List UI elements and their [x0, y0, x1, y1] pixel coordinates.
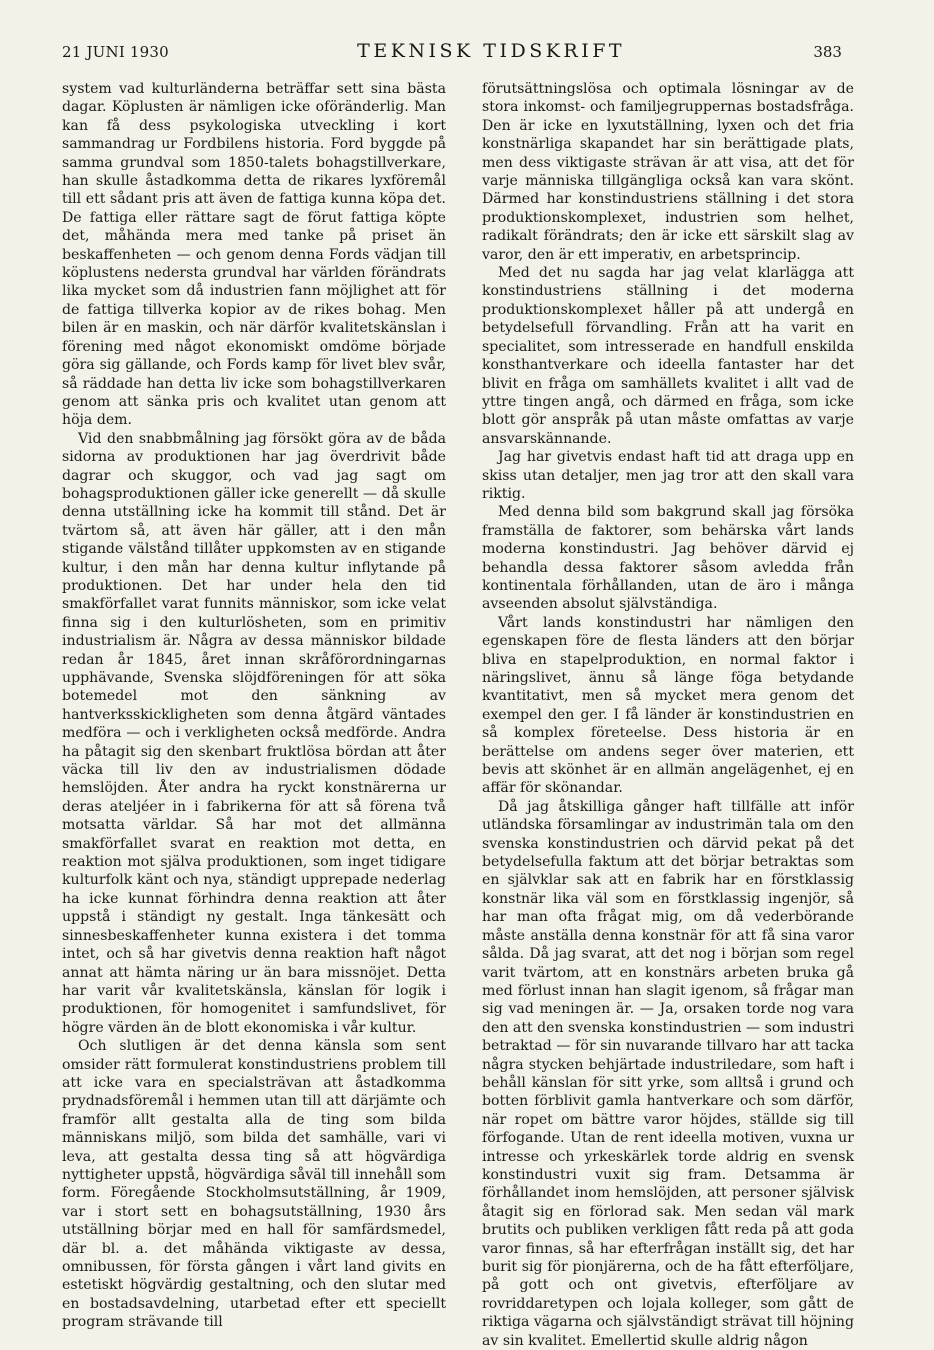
page-number: 383 [813, 43, 842, 61]
paragraph: förutsättningslösa och optimala lösningar av de stora inkomst- och familjegruppernas bostadsfråga. Den är icke en lyxutställning, lyxen och det fria konstnärliga skapandet har sin berättigade plats, men dess viktigaste strävan är att visa, att det för varje människa tillgängliga också kan vara skönt. Därmed har konstindustriens ställning i det stora produktionskomplexet, industrien som helhet, radikalt förändrats; den är icke ett särskilt slag av varor, den är ett imperativ, en arbetsprincip. [482, 81, 854, 263]
paragraph: Vårt lands konstindustri har nämligen den egenskapen före de flesta länders att den börjar bliva en stapelproduktion, en normal faktor i näringslivet, ännu så länge föga betydande kvantitativt, men så mycket mera genom det exempel den ger. I få länder är konstindustrien en så komplex företeelse. Dess historia är en berättelse om andens seger över materien, ett bevis att skönhet är en allmän angelägenhet, ej en affär för skönandar. [482, 614, 854, 797]
issue-date: 21 JUNI 1930 [62, 43, 169, 61]
paragraph: Och slutligen är det denna känsla som sent omsider rätt formulerat konstindustriens problem till att icke vara en specialsträvan att åstadkomma prydnadsföremål i hemmen utan till att därjämte och framför allt gestalta alla de ting som bilda människans miljö, som bilda det samhälle, vari vi leva, att gestalta dessa ting så att högvärdiga nyttigheter uppstå, högvärdiga såväl till innehåll som form. Föregående Stockholmsutställning, år 1909, var i stort sett en bohagsutställning, 1930 års utställning börjar med en hall för samfärdsmedel, där bl. a. det måhända viktigaste av dessa, omnibussen, för första gången i vårt land givits en estetiskt högvärdig gestaltning, och den slutar med en bostadsavdelning, utarbetad efter ett speciellt program strävande till [62, 1038, 446, 1331]
paragraph: Med denna bild som bakgrund skall jag försöka framställa de faktorer, som behärska vårt lands moderna konstindustri. Jag behöver därvid ej behandla dessa faktorer såsom avledda från kontinentala förhållanden, utan de äro i många avseenden absolut självständiga. [482, 504, 854, 613]
paragraph: system vad kulturländerna beträffar sett sina bästa dagar. Köplusten är nämligen icke oföränderlig. Man kan få dess psykologiska utveckling i kort sammandrag ur Fordbilens historia. Ford byggde på samma grundval som 1850-talets bohagstillverkare, han skulle åstadkomma detta de rikares lyxföremål till ett sådant pris att även de fattiga kunna köpa det. De fattiga eller rättare sagt de förut fattiga köpte det, måhända mera med tanke på priset än beskaffenheten — och genom denna Fords vädjan till köplustens nedersta grundval har världen förändrats lika mycket som då industrien fann möjlighet att för de fattiga tillverka kopior av de rikes bohag. Men bilen är en maskin, och när därför kvalitetskänslan i förening med något ekonomiskt omdöme började göra sig gällande, och Fords kamp för livet blev svår, så räddade han detta liv icke som bohagstillverkaren genom att sänka pris och kvalitet utan genom att höja dem. [62, 81, 446, 429]
journal-title: TEKNISK TIDSKRIFT [357, 40, 626, 62]
paragraph: Med det nu sagda har jag velat klarlägga att konstindustriens ställning i det moderna produktionskomplexet håller på att undergå en betydelsefull förvandling. Från att ha varit en specialitet, som intresserade en handfull enskilda konsthantverkare och ideella fantaster har det blivit en fråga om samhällets kvalitet i allt vad de yttre tingen angå, och därmed en fråga, som icke blott gör anspråk på utan måste omfattas av varje ansvarskännande. [482, 265, 854, 447]
right-column [482, 80, 854, 1350]
paragraph: Vid den snabbmålning jag försökt göra av de båda sidorna av produktionen har jag överdrivit både dagrar och skuggor, och vad jag sagt om bohagsproduktionen gäller icke generellt — då skulle denna utställning icke ha kommit till stånd. Det är tvärtom så, att även här gäller, att i den mån stigande välstånd tillåter uppkomsten av en stigande kultur, i den mån har denna kultur inflytande på produktionen. Det har under hela den tid smakförfallet varat funnits människor, som icke velat finna sig i den kulturlösheten, som en primitiv industrialism är. Några av dessa människor bildade redan år 1845, året innan skråförordningarnas upphävande, Svenska slöjdföreningen för att söka botemedel mot den sänkning av hantverksskickligheten som denna åtgärd väntades medföra — och i verkligheten också medförde. Andra ha påtagit sig den skenbart fruktlösa bördan att åter väcka till liv den av industrialismen dödade hemslöjden. Åter andra ha ryckt konstnärerna ur deras ateljéer in i fabrikerna för att så förena två motsatta världar. Så har mot det allmänna smakförfallet svarat en reaktion mot detta, en reaktion mot själva produktionen, som inget tidigare kulturfolk känt och nya, ständigt upprepade nederlag ha icke kunnat förhindra denna reaktion att åter uppstå i ständigt ny gestalt. Inga tänkesätt och sinnesbeskaffenheter kunna existera i det tomma intet, och så har givetvis denna reaktion haft något annat att hämta näring ur än bara missnöjet. Detta har varit vår kvalitetskänsla, känslan för logik i produktionen, för homogenitet i samfundslivet, för högre värden än de blott ekonomiska i vår kultur. [62, 430, 446, 1036]
paragraph: Jag har givetvis endast haft tid att draga upp en skiss utan detaljer, men jag tror att den skall vara riktig. [482, 449, 854, 502]
page-header [62, 40, 842, 76]
paragraph: Då jag åtskilliga gånger haft tillfälle att inför utländska församlingar av industrimän tala om den svenska konstindustrien och därvid pekat på det betydelsefulla faktum att det börjar betraktas som en självklar sak att en fabrik har en förstklassig konstnär lika väl som en förstklassig ingenjör, så har man ofta frågat mig, om då vederbörande måste anställa denna konstnär för att få sina varor sålda. Då jag svarat, att det nog i början som regel varit tvärtom, att en konstnärs arbeten bruka gå med förlust innan han slagit igenom, så frågar man sig vad meningen är. — Ja, orsaken torde nog vara den att den svenska konstindustrien — som industri betraktad — för sin nuvarande tillvaro har att tacka några stycken behjärtade industriledare, som haft i behåll känslan för sitt yrke, som alltså i grund och botten förblivit gamla hantverkare och som därför, när ropet om bättre varor höjdes, ställde sig till förfogande. Utan de rent ideella motiven, vuxna ur intresse och yrkeskärlek torde aldrig en svensk konstindustri vuxit sig fram. Detsamma är förhållandet inom hemslöjden, att personer självisk åtagit sig en förlorad sak. Men sedan väl mark brutits och publiken verkligen fått reda på att goda varor finnas, så har efterfrågan inställt sig, det har burit sig för pionjärerna, och de ha fått efterföljare, på gott och ont givetvis, efterföljare av rovriddaretypen och lojala kolleger, som gått de riktiga vägarna och självständigt strävat till höjning av sin kvalitet. Emellertid skulle aldrig någon [482, 798, 854, 1349]
left-column [62, 80, 446, 1332]
